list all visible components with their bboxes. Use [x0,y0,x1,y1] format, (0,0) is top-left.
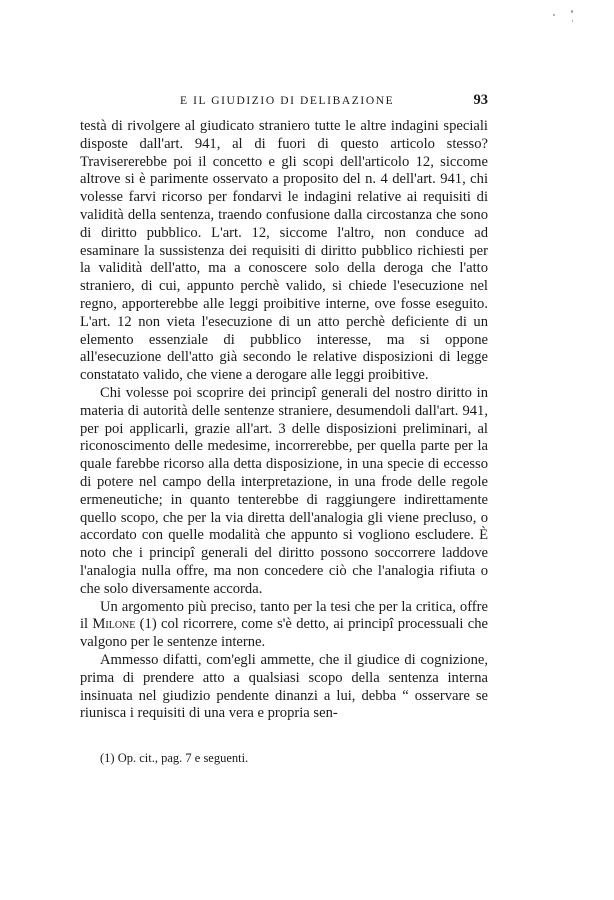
paragraph [80,385,488,599]
paragraph-continued [80,118,488,385]
paragraph-text: Chi volesse poi scoprire dei principî generali del nostro diritto in materia di autorità delle sentenze straniere, desumendoli dall'art. 941, per poi applicarli, grazie all'art. 3 delle disposizioni preliminari, al riconoscimento delle medesime, incorrerebbe, per quella parte per la quale farebbe ricorso alla detta disposizione, in una specie di eccesso di potere nel campo della interpretazione, in una frode delle regole ermeneutiche; in quanto tenterebbe di raggiungere indirettamente quello scopo, che per la via diretta dell'analogia gli viene precluso, o accordato con quelle modalità che appunto si vogliono escludere. È noto che i principî generali del diritto possono soccorrere laddove l'analogia nulla offre, ma non concedere ciò che l'analogia rifiuta o che solo diversamente accorda. [80,384,488,597]
paragraph-text: Un argomento più preciso, tanto per la tesi che per la critica, offre il [80,598,488,633]
author-name: Milone [92,616,136,633]
paragraph [80,652,488,723]
running-title: E IL GIUDIZIO DI DELIBAZIONE [180,95,395,107]
body-text [80,118,488,723]
page-number: 93 [473,92,488,108]
footnote-marker: (1) [100,751,115,765]
paragraph-text: testà di rivolgere al giudicato straniero tutte le altre indagini speciali disposte dall'art. 941, al di fuori di questo articolo stesso? Travisererebbe poi il concetto e gli scopi dell'articolo 12, siccome altrove si è parimente osservato a proposito del n. 4 dell'art. 941, chi volesse farvi ricorso per fondarvi le indagini relative ai requisiti di validità della sentenza, traendo confusione dalla circostanza che sono di diritto pubblico. L'art. 12, siccome l'altro, non conduce ad esaminare la sussistenza dei requisiti di diritto pubblico richiesti per la validità dell'atto, ma a conoscere solo della deroga che l'atto straniero, di cui, appunto perchè valido, si chiede l'esecuzione nel regno, apporterebbe alle leggi proibitive interne, ove fosse eseguito. L'art. 12 non vieta l'esecuzione di un atto perchè deficiente di un elemento essenziale di pubblico interesse, ma si oppone all'esecuzione dell'atto già secondo le relative disposizioni di legge constatato valido, che viene a derogare alle leggi proibitive. [80,118,488,384]
footnote-text: Op. cit., pag. 7 e seguenti. [117,751,249,765]
scan-speck [571,10,573,13]
paragraph-text: Ammesso difatti, com'egli ammette, che il giudice di cognizione, prima di prendere atto a qualsiasi scopo della sentenza interna insinuata nel giudizio pendente dinanzi a lui, debba “ osservare se riunisca i requisiti di una vera e propria sen- [80,651,488,722]
scan-speck [553,14,555,16]
footnote [100,750,488,766]
paragraph-text: (1) col ricorrere, come s'è detto, ai principî processuali che valgono per le sentenze interne. [80,616,488,651]
paragraph [80,599,488,652]
scan-speck [572,20,573,22]
running-head [80,92,488,110]
